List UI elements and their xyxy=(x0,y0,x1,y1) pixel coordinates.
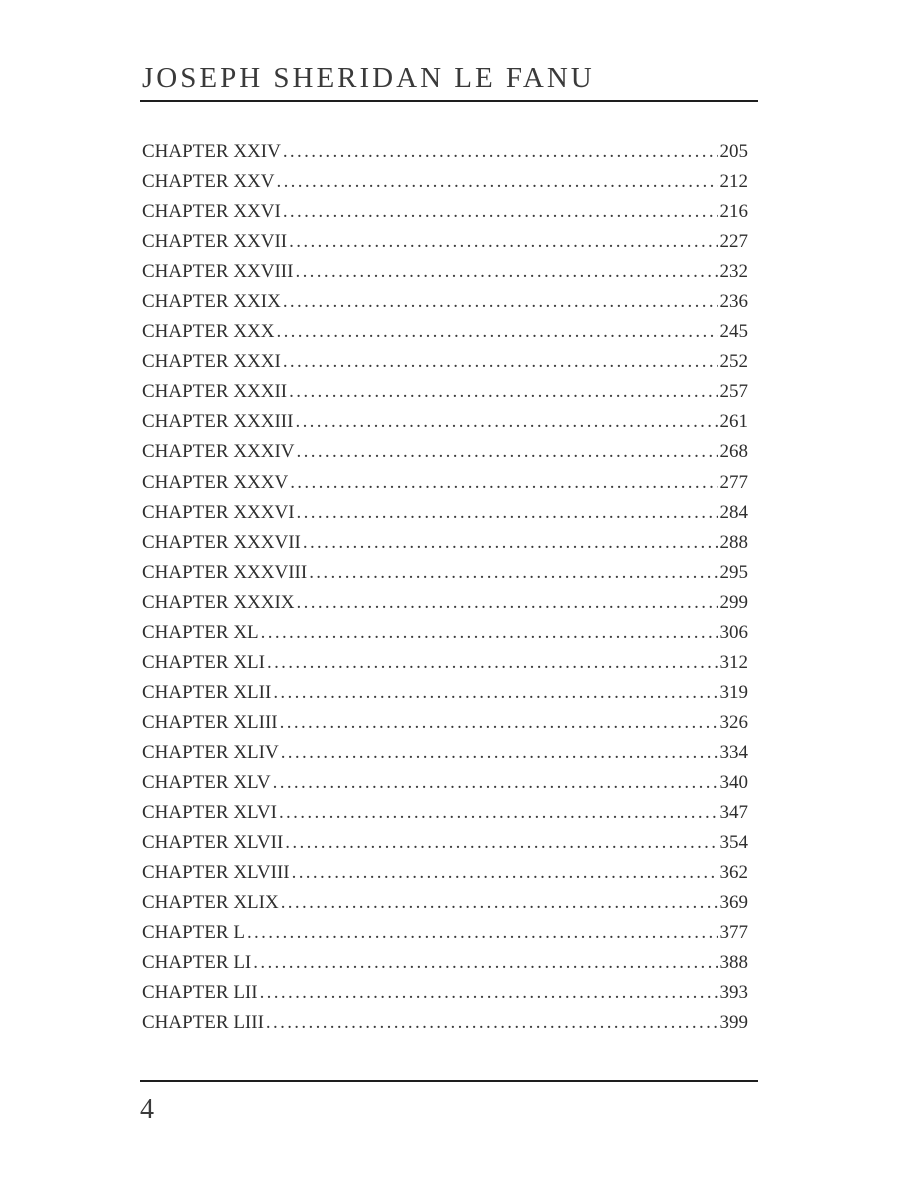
toc-entry-label: CHAPTER L xyxy=(142,922,245,944)
toc-entry-label: CHAPTER LII xyxy=(142,982,258,1004)
toc-entry-page-number: 393 xyxy=(719,982,748,1004)
toc-entry-page-number: 277 xyxy=(719,471,748,493)
dot-leader xyxy=(261,618,718,648)
toc-entry xyxy=(142,407,748,437)
toc-entry xyxy=(142,678,748,708)
toc-entry xyxy=(142,888,748,918)
dot-leader xyxy=(281,888,718,918)
toc-entry-page-number: 306 xyxy=(719,621,748,643)
toc-entry-label: CHAPTER XXIX xyxy=(142,291,281,313)
toc-entry xyxy=(142,978,748,1008)
toc-entry xyxy=(142,948,748,978)
toc-entry-label: CHAPTER XLVIII xyxy=(142,862,290,884)
toc-entry-page-number: 227 xyxy=(719,231,748,253)
toc-entry-page-number: 257 xyxy=(719,381,748,403)
dot-leader xyxy=(285,828,717,858)
toc-entry-page-number: 347 xyxy=(719,802,748,824)
toc-entry-label: CHAPTER XXV xyxy=(142,171,275,193)
toc-entry-label: CHAPTER XXXV xyxy=(142,471,289,493)
toc-entry xyxy=(142,287,748,317)
dot-leader xyxy=(295,257,717,287)
dot-leader xyxy=(297,437,718,467)
dot-leader xyxy=(280,708,718,738)
toc-entry-label: CHAPTER XXXI xyxy=(142,351,281,373)
toc-entry xyxy=(142,858,748,888)
toc-entry-page-number: 232 xyxy=(719,261,748,283)
toc-entry xyxy=(142,558,748,588)
toc-entry-page-number: 312 xyxy=(719,651,748,673)
toc-entry-label: CHAPTER XLIII xyxy=(142,711,278,733)
toc-entry xyxy=(142,468,748,498)
dot-leader xyxy=(279,798,718,828)
dot-leader xyxy=(267,648,718,678)
toc-entry-page-number: 340 xyxy=(719,771,748,793)
toc-entry-page-number: 299 xyxy=(719,591,748,613)
toc-entry xyxy=(142,588,748,618)
toc-entry-label: CHAPTER XXVII xyxy=(142,231,288,253)
toc-entry xyxy=(142,498,748,528)
toc-entry-page-number: 326 xyxy=(719,711,748,733)
toc-entry-page-number: 288 xyxy=(719,531,748,553)
toc-entry-page-number: 212 xyxy=(719,171,748,193)
toc-entry-label: CHAPTER LIII xyxy=(142,1012,264,1034)
toc-entry-label: CHAPTER XLIV xyxy=(142,741,279,763)
toc-entry-label: CHAPTER LI xyxy=(142,952,252,974)
toc-entry-page-number: 388 xyxy=(719,952,748,974)
dot-leader xyxy=(283,347,718,377)
toc-entry xyxy=(142,197,748,227)
toc-entry-page-number: 362 xyxy=(719,862,748,884)
toc-entry-page-number: 377 xyxy=(719,922,748,944)
toc-entry-label: CHAPTER XXXVIII xyxy=(142,561,308,583)
toc-entry-page-number: 295 xyxy=(719,561,748,583)
dot-leader xyxy=(303,528,718,558)
toc-entry-page-number: 369 xyxy=(719,892,748,914)
toc-entry-label: CHAPTER XXXVII xyxy=(142,531,301,553)
toc-entry-page-number: 268 xyxy=(719,441,748,463)
dot-leader xyxy=(266,1008,718,1038)
dot-leader xyxy=(276,317,717,347)
toc-entry-label: CHAPTER XLII xyxy=(142,681,272,703)
toc-entry-page-number: 354 xyxy=(719,832,748,854)
toc-entry-label: CHAPTER XXXIV xyxy=(142,441,295,463)
toc-entry-label: CHAPTER XXIV xyxy=(142,141,281,162)
toc-entry-page-number: 236 xyxy=(719,291,748,313)
dot-leader xyxy=(297,588,718,618)
toc-entry xyxy=(142,708,748,738)
toc-entry xyxy=(142,738,748,768)
toc-entry xyxy=(142,1008,748,1038)
dot-leader xyxy=(295,407,717,437)
toc-entry-page-number: 216 xyxy=(719,201,748,223)
dot-leader xyxy=(289,227,717,257)
table-of-contents xyxy=(142,137,748,1038)
toc-entry-page-number: 261 xyxy=(719,411,748,433)
toc-entry-label: CHAPTER XXXII xyxy=(142,381,288,403)
toc-entry-label: CHAPTER XXVIII xyxy=(142,261,294,283)
toc-entry xyxy=(142,137,748,167)
dot-leader xyxy=(289,377,717,407)
dot-leader xyxy=(273,678,717,708)
dot-leader xyxy=(290,468,717,498)
toc-entry-page-number: 205 xyxy=(719,141,748,162)
toc-entry xyxy=(142,648,748,678)
toc-entry-page-number: 399 xyxy=(719,1012,748,1034)
toc-entry-label: CHAPTER XXXVI xyxy=(142,501,295,523)
toc-entry-label: CHAPTER XXX xyxy=(142,321,275,343)
toc-entry xyxy=(142,828,748,858)
toc-entry xyxy=(142,798,748,828)
toc-entry-label: CHAPTER XLI xyxy=(142,651,265,673)
dot-leader xyxy=(297,498,718,528)
toc-entry-label: CHAPTER XLV xyxy=(142,771,271,793)
toc-entry xyxy=(142,918,748,948)
toc-entry xyxy=(142,377,748,407)
dot-leader xyxy=(309,558,717,588)
toc-entry xyxy=(142,227,748,257)
toc-entry xyxy=(142,618,748,648)
running-head-author: JOSEPH SHERIDAN LE FANU xyxy=(142,62,595,94)
dot-leader xyxy=(283,137,718,167)
toc-entry-page-number: 252 xyxy=(719,351,748,373)
dot-leader xyxy=(281,738,718,768)
dot-leader xyxy=(260,978,718,1008)
toc-entry xyxy=(142,528,748,558)
toc-entry-page-number: 245 xyxy=(719,321,748,343)
dot-leader xyxy=(253,948,717,978)
dot-leader xyxy=(247,918,718,948)
toc-entry xyxy=(142,167,748,197)
toc-entry-label: CHAPTER XLVII xyxy=(142,832,284,854)
toc-entry-label: CHAPTER XLVI xyxy=(142,802,277,824)
dot-leader xyxy=(283,197,718,227)
toc-entry xyxy=(142,317,748,347)
toc-entry-label: CHAPTER XLIX xyxy=(142,892,279,914)
page-number: 4 xyxy=(140,1094,154,1125)
toc-entry xyxy=(142,437,748,467)
toc-entry-page-number: 319 xyxy=(719,681,748,703)
footer-rule xyxy=(140,1080,758,1082)
toc-entry-page-number: 334 xyxy=(719,741,748,763)
toc-entry-label: CHAPTER XL xyxy=(142,621,259,643)
toc-entry-label: CHAPTER XXVI xyxy=(142,201,281,223)
toc-entry-label: CHAPTER XXXIX xyxy=(142,591,295,613)
toc-entry xyxy=(142,768,748,798)
toc-entry-label: CHAPTER XXXIII xyxy=(142,411,294,433)
toc-entry xyxy=(142,347,748,377)
dot-leader xyxy=(292,858,718,888)
dot-leader xyxy=(276,167,717,197)
dot-leader xyxy=(283,287,718,317)
dot-leader xyxy=(273,768,718,798)
header-rule xyxy=(140,100,758,102)
toc-entry xyxy=(142,257,748,287)
toc-entry-page-number: 284 xyxy=(719,501,748,523)
